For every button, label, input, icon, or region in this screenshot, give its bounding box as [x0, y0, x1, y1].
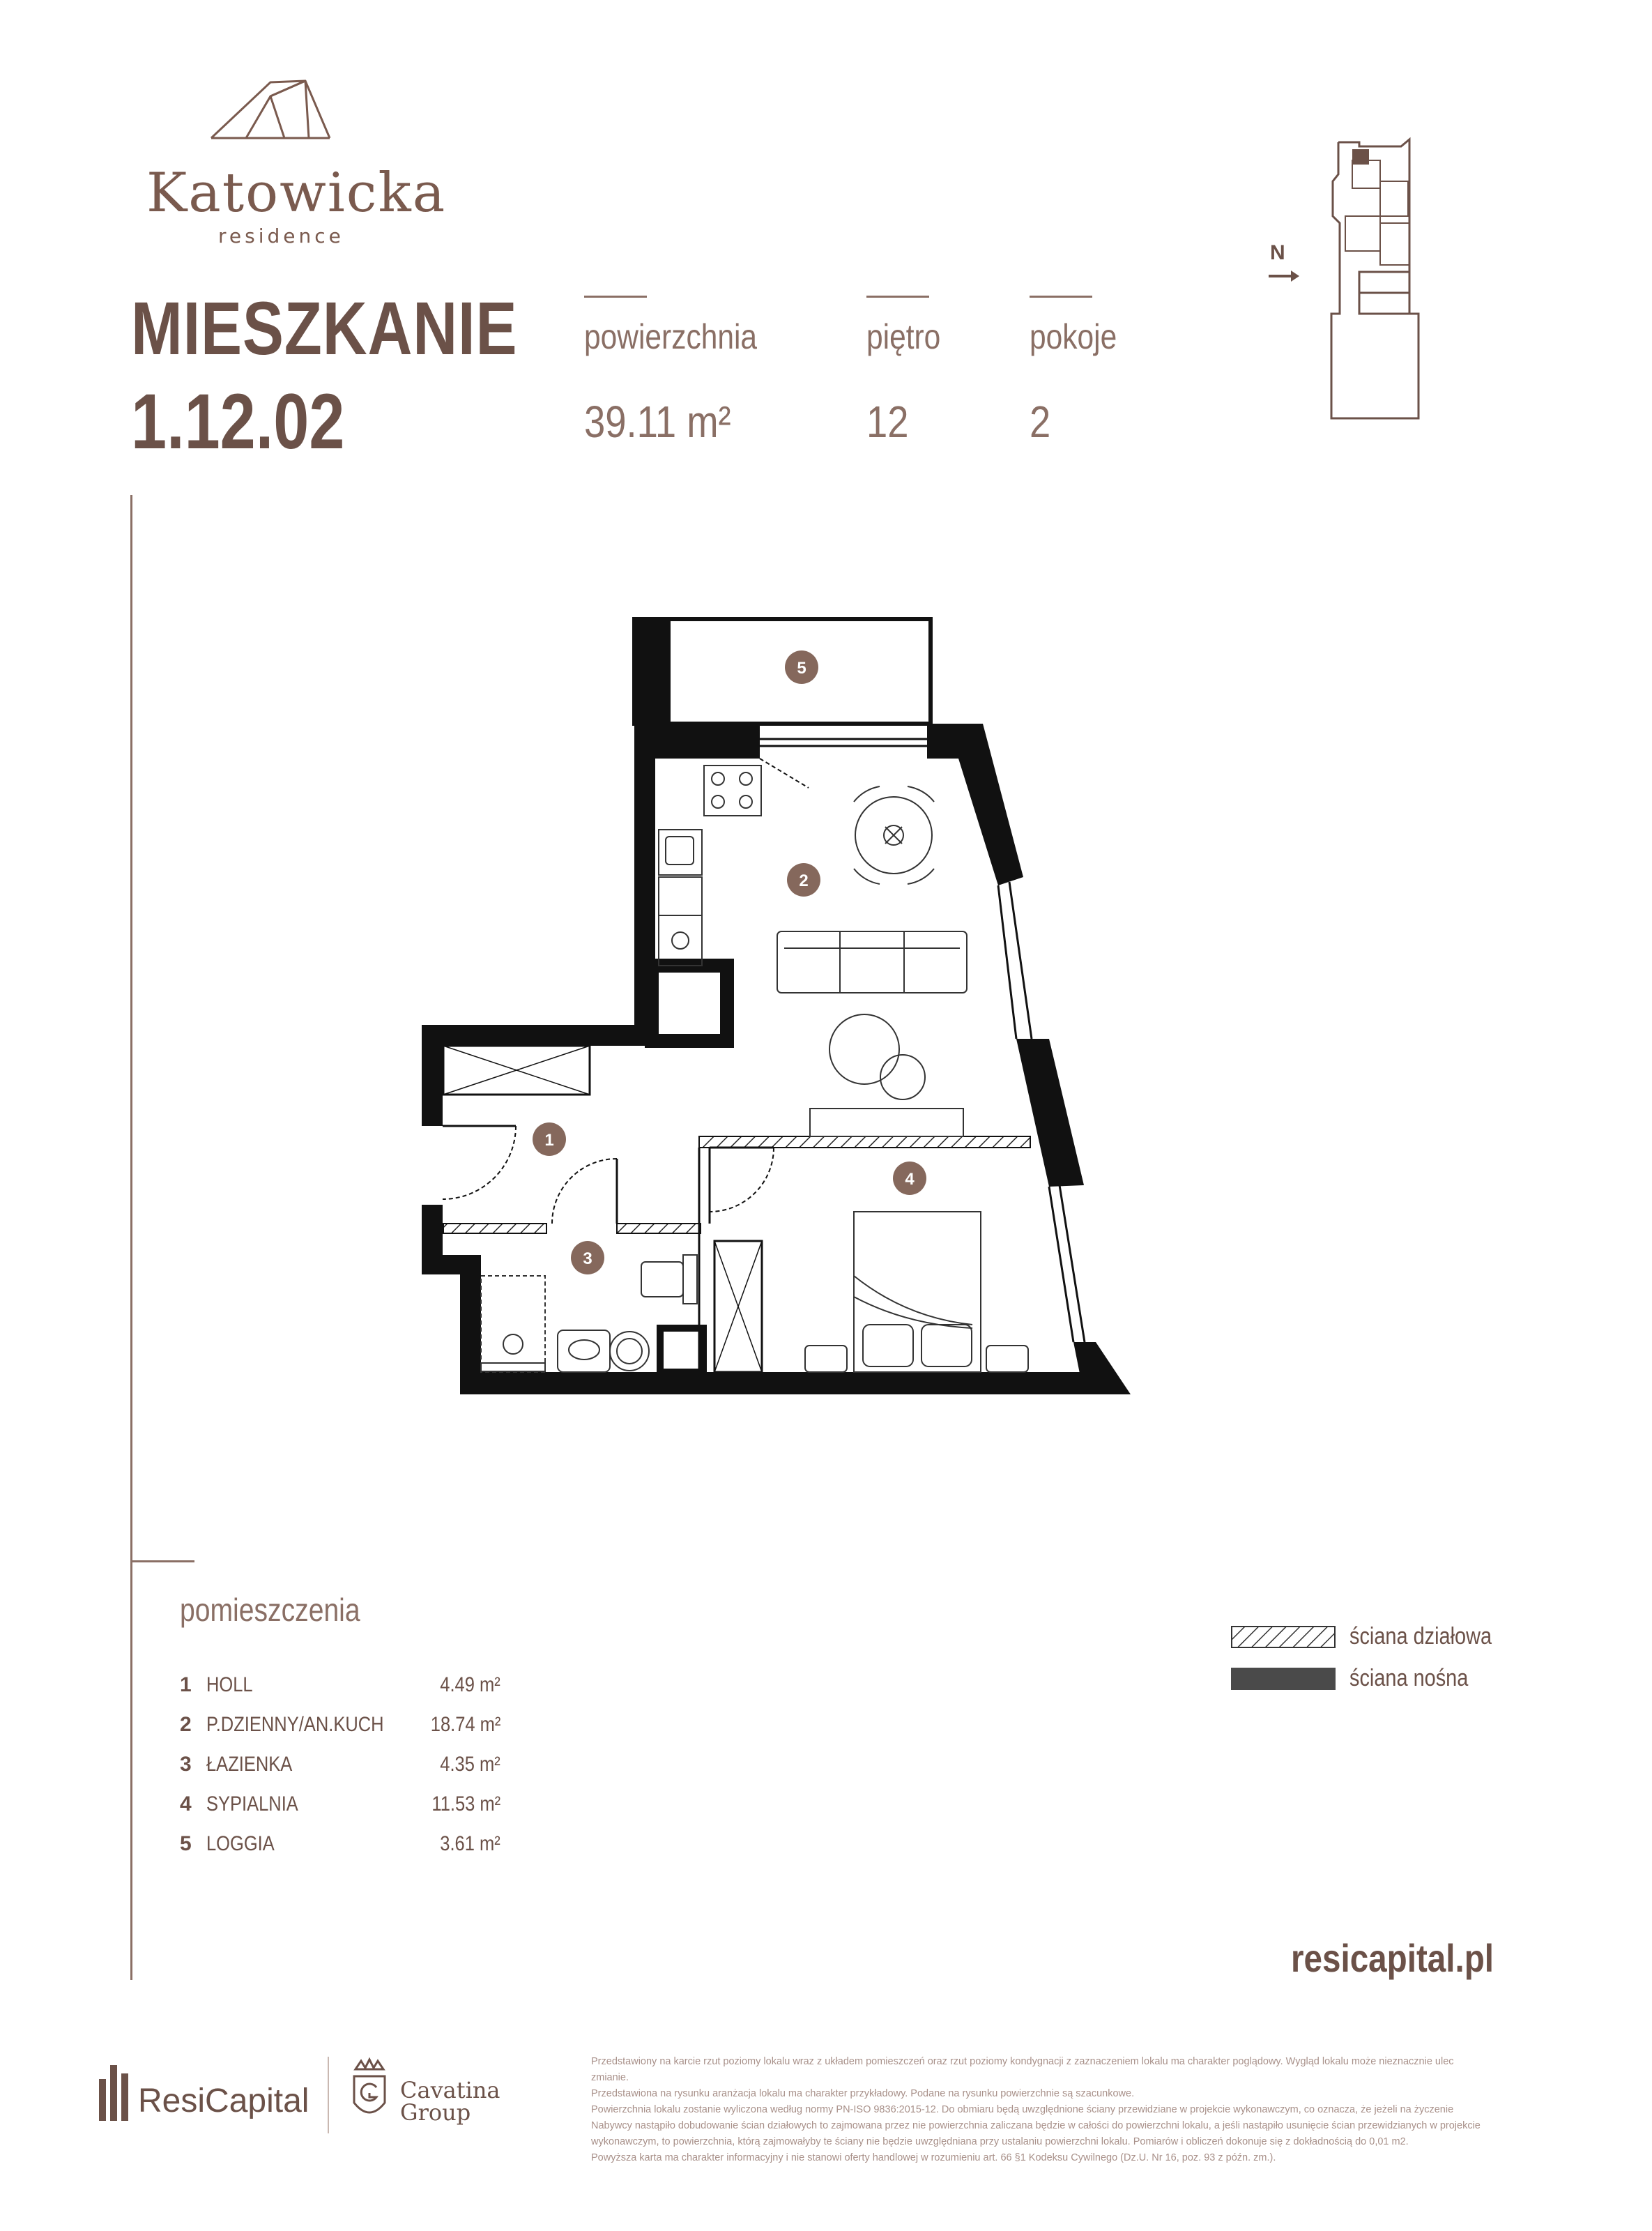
room-name: SYPIALNIA: [206, 1792, 298, 1815]
website-link[interactable]: resicapital.pl: [1291, 1936, 1494, 1980]
bed: [805, 1212, 1028, 1372]
room-row: [180, 1673, 500, 1701]
hatched-wall-swatch-icon: [1231, 1626, 1336, 1648]
svg-text:3: 3: [583, 1249, 592, 1268]
stat-area-value: 39.11 m²: [584, 397, 731, 447]
load-bearing-walls: [422, 724, 1131, 1394]
room-number: 2: [180, 1713, 192, 1736]
brand-name: Katowicka: [146, 162, 447, 224]
loggia-outline: [634, 619, 931, 724]
room-name: P.DZIENNY/AN.KUCH: [206, 1713, 384, 1736]
svg-text:5: 5: [797, 659, 806, 678]
stat-rooms-value: 2: [1030, 397, 1051, 447]
disclaimer-line: Powyższa karta ma charakter informacyjny i nie stanowi oferty handlowej w rozumieniu art. 66 §1 Kodeksu Cywilnego (Dz.U. Nr 16, poz. 93 z późn. zm.).: [591, 2152, 1276, 2163]
room-number: 3: [180, 1753, 192, 1776]
stat-floor-label: piętro: [866, 317, 941, 356]
room-number: 1: [180, 1673, 192, 1696]
svg-text:1: 1: [544, 1131, 554, 1150]
partition-walls: [443, 1136, 1030, 1233]
room-marker-5: [785, 650, 818, 684]
load-bearing-wall: [634, 619, 671, 724]
cavatina-line1: Cavatina: [400, 2077, 500, 2103]
room-marker-1: [533, 1122, 566, 1156]
svg-text:4: 4: [905, 1170, 915, 1189]
room-number: 4: [180, 1792, 192, 1815]
room-area: 18.74 m²: [430, 1713, 500, 1736]
room-area: 4.35 m²: [440, 1753, 500, 1776]
kitchen-fittings: [659, 766, 761, 966]
apartment-label: MIESZKANIE: [131, 286, 518, 370]
solid-wall-swatch-icon: [1231, 1668, 1336, 1690]
disclaimer: [591, 2054, 1490, 2166]
cavatina-name: [400, 2079, 500, 2124]
disclaimer-line: Powierzchnia lokalu zostanie wyliczona według normy PN-ISO 9836:2015-12. Do obmiaru będą uwzględnione ściany przewidziane w projekcie wykonawczym, co oznacza, że jeżeli na życzenie Nabywcy nastąpiło dobudowanie ścian działowych to zajmowana przez nie powierzchnia zaliczana będzie w całości do powierzchni lokalu, a jeśli nastąpiło usunięcie ścian przewidzianych w projekcie wykonawczym, to powierzchnia, którą zajmowałyby te ściany nie będzie uwzględniana przy ustalaniu powierzchni lokalu. Pomiarów i obliczeń dokonuje się z dokładnością do 0,01 m2.: [591, 2104, 1481, 2147]
room-number: 5: [180, 1832, 192, 1855]
rooms-title: pomieszczenia: [180, 1592, 360, 1628]
dining-table: [854, 786, 934, 884]
stat-area-label: powierzchnia: [584, 317, 758, 356]
doors: [443, 759, 809, 1224]
coffee-tables: [810, 1014, 963, 1136]
room-row: [180, 1753, 500, 1781]
room-row: [180, 1792, 500, 1820]
room-marker-3: [571, 1241, 604, 1274]
legend-label: ściana działowa: [1349, 1623, 1492, 1650]
room-name: HOLL: [206, 1673, 253, 1696]
room-marker-4: [893, 1162, 926, 1195]
room-row: [180, 1713, 500, 1741]
resicapital-logo-icon: [98, 2058, 134, 2122]
cavatina-crest-icon: [349, 2055, 390, 2125]
room-name: LOGGIA: [206, 1832, 275, 1855]
stat-rooms-label: pokoje: [1030, 317, 1117, 356]
brand-sub: residence: [218, 224, 344, 248]
room-marker-2: [787, 863, 820, 897]
room-area: 4.49 m²: [440, 1673, 500, 1696]
room-name: ŁAZIENKA: [206, 1753, 293, 1776]
stat-floor-value: 12: [866, 397, 909, 447]
room-area: 11.53 m²: [431, 1792, 500, 1815]
room-row: [180, 1832, 500, 1860]
disclaimer-line: Przedstawiony na karcie rzut poziomy lokalu wraz z układem pomieszczeń oraz rzut poziomy kondygnacji z zaznaczeniem lokalu ma charakter poglądowy. Wygląd lokalu może nieznacznie ulec zmianie.: [591, 2056, 1454, 2083]
cavatina-line2: Group: [400, 2099, 471, 2126]
compass-label: N: [1270, 241, 1285, 264]
room-area: 3.61 m²: [440, 1832, 500, 1855]
sofa: [777, 931, 967, 993]
resicapital-name: ResiCapital: [138, 2082, 309, 2119]
legend-label: ściana nośna: [1349, 1665, 1469, 1691]
svg-text:2: 2: [799, 871, 809, 890]
apartment-number: 1.12.02: [131, 378, 345, 465]
disclaimer-line: Przedstawiona na rysunku aranżacja lokalu ma charakter przykładowy. Podane na rysunku powierzchnie są szacunkowe.: [591, 2088, 1135, 2099]
footer-divider: [328, 2057, 329, 2133]
